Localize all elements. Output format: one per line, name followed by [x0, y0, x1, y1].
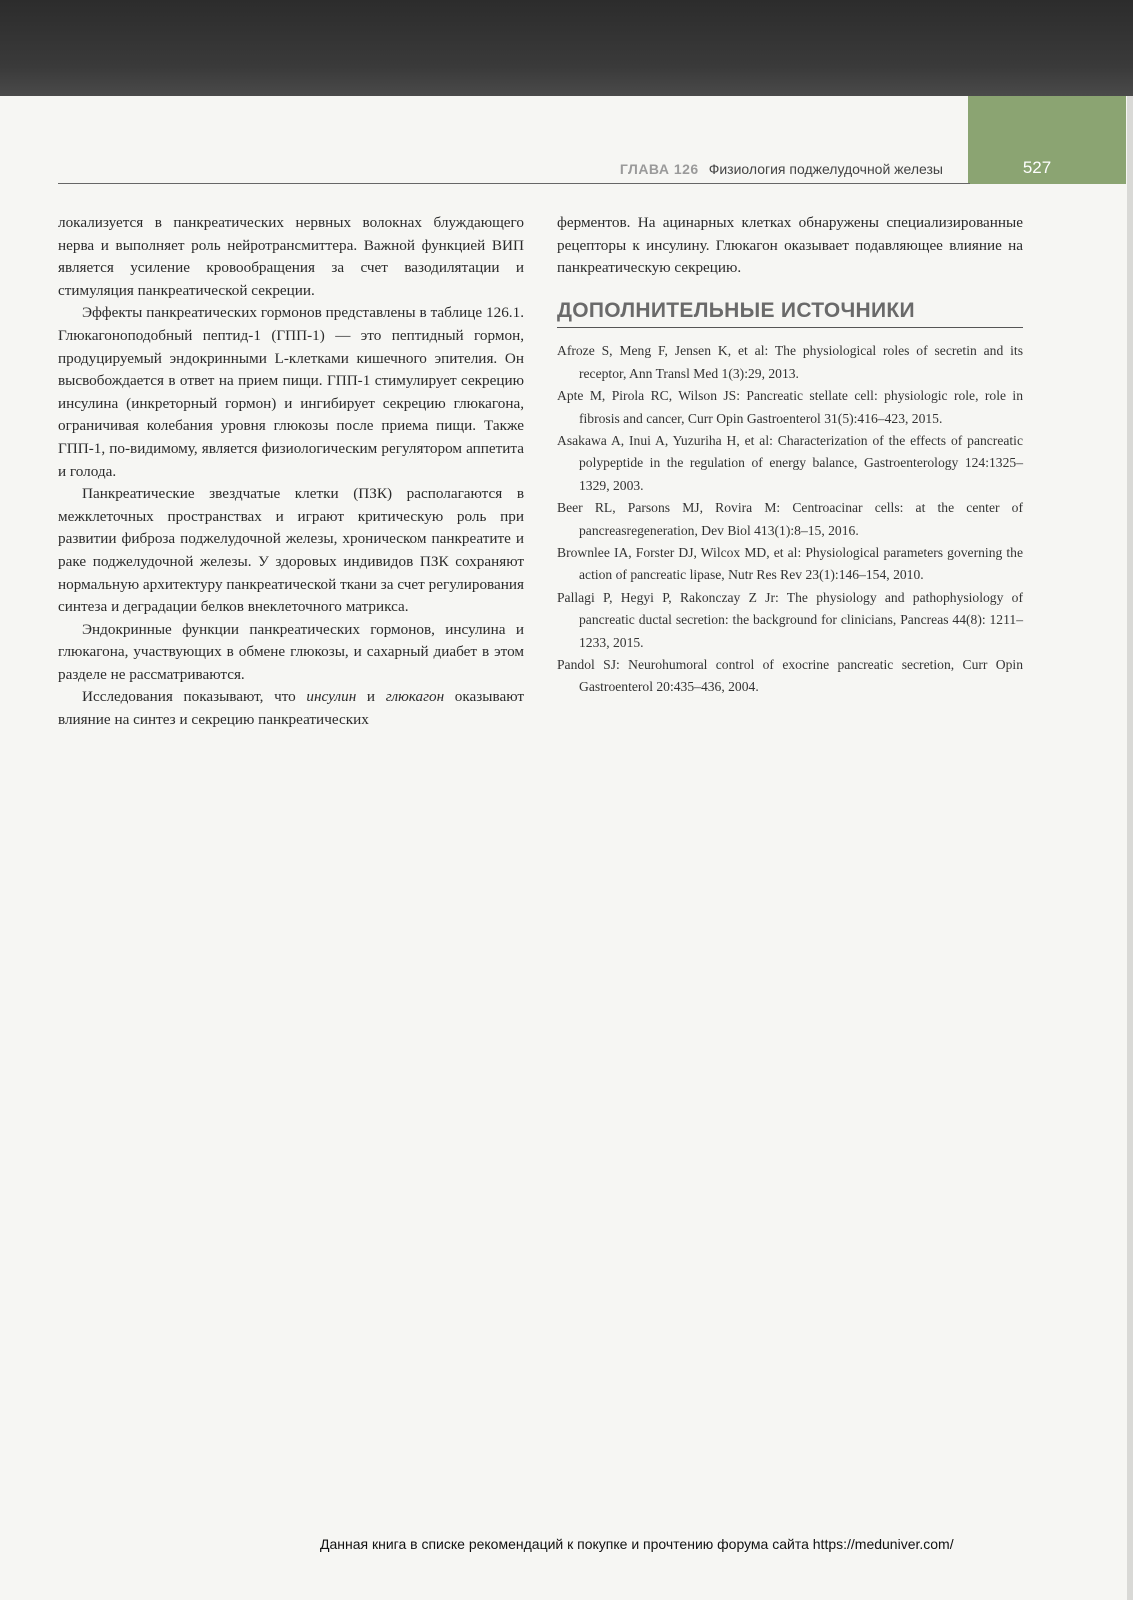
paragraph: Эффекты панкреатических гормонов представлены в таблице 126.1. Глюкагоноподобный пептид-1 (ГПП-1) — это пептидный гормон, продуцируемый эндокринными L-клетками кишечного эпителия. Он высвобождается в ответ на прием пищи. ГПП-1 стимулирует секрецию инсулина (инкреторный гормон) и ингибирует секрецию глюкагона, ограничивая колебания уровня глюкозы после приема пищи. Также ГПП-1, по-видимому, является физиологическим регулятором аппетита и голода. [58, 304, 524, 480]
paragraph: Эндокринные функции панкреатических гормонов, инсулина и глюкагона, участвующих в обмене глюкозы, и сахарный диабет в этом разделе не рассматриваются. [58, 620, 524, 683]
term-glucagon: глюкагон [385, 688, 445, 706]
reference-list [557, 340, 1023, 699]
reference-item: Asakawa A, Inui A, Yuzuriha H, et al: Characterization of the effects of pancreatic polypeptide in the regulation of energy balance, Gastroenterology 124:1325–1329, 2003. [557, 433, 1023, 493]
right-column [557, 212, 1023, 699]
chapter-title: Физиология поджелудочной железы [708, 161, 943, 177]
reference-item: Apte M, Pirola RC, Wilson JS: Pancreatic stellate cell: physiologic role, role in fibrosis and cancer, Curr Opin Gastroenterol 31(5):416–423, 2015. [557, 388, 1023, 426]
paragraph: Панкреатические звездчатые клетки (ПЗК) располагаются в межклеточных пространствах и играют критическую роль при развитии фиброза поджелудочной железы, хроническом панкреатите и раке поджелудочной железы. У здоровых индивидов ПЗК сохраняют нормальную архитектуру панкреатической ткани за счет регулирования синтеза и деградации белков внеклеточного матрикса. [58, 485, 524, 616]
running-head [620, 161, 943, 177]
paragraph-continuation: ферментов. На ацинарных клетках обнаружены специализированные рецепторы к инсулину. Глюкагон оказывает подавляющее влияние на панкреатическую секрецию. [557, 214, 1023, 277]
section-heading-sources: ДОПОЛНИТЕЛЬНЫЕ ИСТОЧНИКИ [557, 300, 1023, 329]
text-fragment: и [356, 688, 386, 706]
reference-item: Pallagi P, Hegyi P, Rakonczay Z Jr: The physiology and pathophysiology of pancreatic ductal secretion: the background for clinicians, Pancreas 44(8): 1211–1233, 2015. [557, 589, 1023, 650]
header-rule [58, 183, 970, 184]
paragraph: локализуется в панкреатических нервных волокнах блуждающего нерва и выполняет роль нейротрансмиттера. Важной функцией ВИП является усиление кровообращения за счет вазодилятации и стимуляция панкреатической секреции. [58, 214, 524, 299]
reference-item: Beer RL, Parsons MJ, Rovira M: Centroacinar cells: at the center of pancreasregeneration, Dev Biol 413(1):8–15, 2016. [557, 500, 1023, 538]
text-fragment: оказывают влияние на синтез и секрецию панкреатических [58, 688, 524, 729]
reference-item: Pandol SJ: Neurohumoral control of exocrine pancreatic secretion, Curr Opin Gastroenterol 20:435–436, 2004. [557, 657, 1023, 695]
page-number: 527 [1022, 158, 1052, 177]
reference-item: Afroze S, Meng F, Jensen K, et al: The physiological roles of secretin and its receptor, Ann Transl Med 1(3):29, 2013. [557, 343, 1023, 381]
left-column [58, 212, 524, 732]
footer-note: Данная книга в списке рекомендаций к покупке и прочтению форума сайта https://meduniver.com/ [320, 1536, 954, 1552]
scan-dark-top-band [0, 0, 1133, 96]
reference-item: Brownlee IA, Forster DJ, Wilcox MD, et al: Physiological parameters governing the action of pancreatic lipase, Nutr Res Rev 23(1):146–154, 2010. [557, 545, 1023, 583]
text-fragment: Исследования показывают, что [82, 688, 307, 706]
term-insulin: инсулин [306, 688, 357, 706]
paragraph-last [58, 686, 524, 731]
page-edge-shadow [1127, 96, 1133, 1600]
chapter-label: ГЛАВА 126 [619, 161, 699, 177]
